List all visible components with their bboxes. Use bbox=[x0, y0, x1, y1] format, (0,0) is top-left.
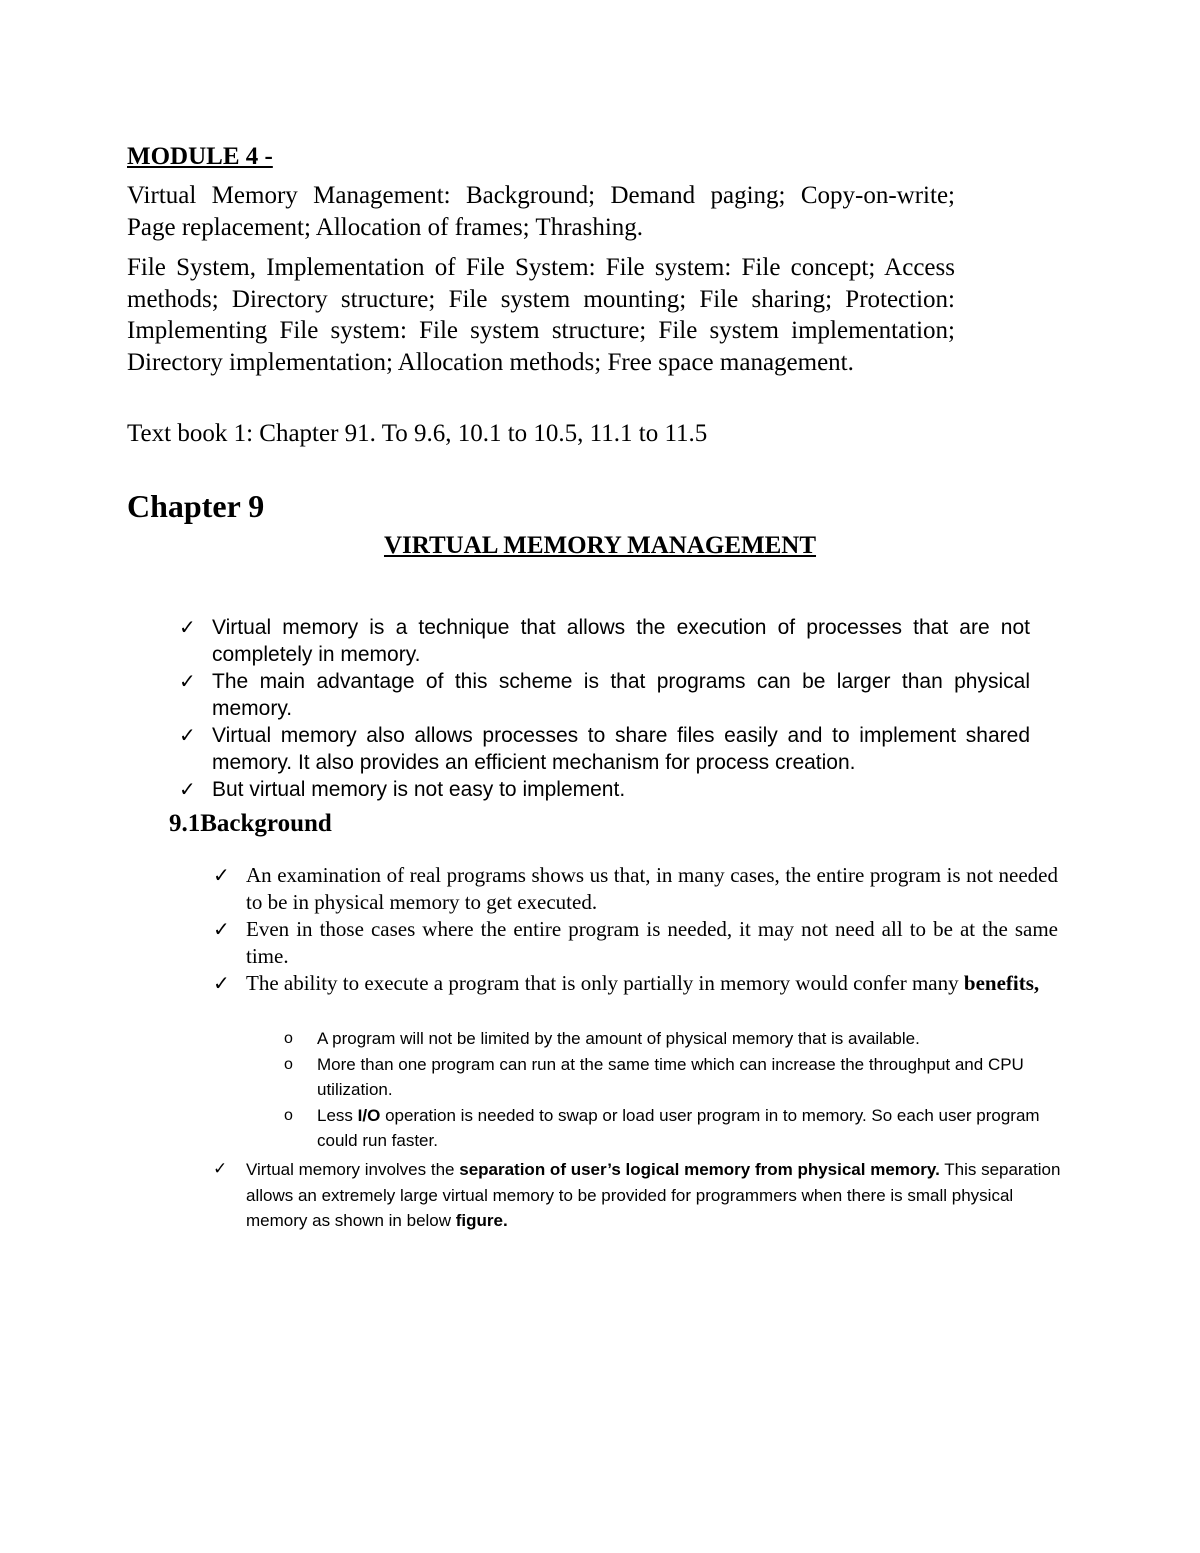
list-item: ✓ Virtual memory involves the separation of user’s logical memory from physical memory. This separation allows an extremely large virtual memory to be provided for programmers when there is small physical memory as shown in below figure. bbox=[213, 1159, 1061, 1230]
separation-list bbox=[213, 1157, 1064, 1234]
benefits-label: benefits, bbox=[963, 971, 1040, 995]
checkmark-icon: ✓ bbox=[213, 917, 230, 941]
list-item: ✓ Even in those cases where the entire program is needed, it may not need all to be at the same time. bbox=[213, 917, 1058, 968]
checkmark-icon: ✓ bbox=[179, 777, 196, 801]
module-title: MODULE 4 - bbox=[127, 143, 273, 170]
list-item: ✓ The ability to execute a program that is only partially in memory would confer many benefits, bbox=[213, 971, 1040, 995]
checkmark-icon: ✓ bbox=[179, 669, 196, 693]
section-heading: VIRTUAL MEMORY MANAGEMENT bbox=[383, 532, 817, 559]
list-item: o Less I/O operation is needed to swap or load user program in to memory. So each user program could run faster. bbox=[317, 1103, 1062, 1154]
list-item: ✓ Virtual memory is a technique that allows the execution of processes that are not completely in memory. bbox=[179, 615, 1030, 666]
textbook-reference: Text book 1: Chapter 91. To 9.6, 10.1 to 10.5, 11.1 to 11.5 bbox=[127, 420, 708, 447]
bullet-icon: o bbox=[284, 1030, 293, 1047]
list-item: o More than one program can run at the same time which can increase the throughput and CPU utilization. bbox=[317, 1052, 1062, 1103]
list-item: ✓ An examination of real programs shows us that, in many cases, the entire program is not needed to be in physical memory to get executed. bbox=[213, 863, 1058, 914]
checkmark-icon: ✓ bbox=[213, 1159, 228, 1179]
checkmark-icon: ✓ bbox=[179, 615, 196, 639]
checkmark-icon: ✓ bbox=[213, 971, 230, 995]
background-heading: 9.1Background bbox=[169, 810, 332, 837]
list-item: o A program will not be limited by the amount of physical memory that is available. bbox=[317, 1026, 1062, 1052]
intro-list bbox=[179, 614, 1030, 803]
benefits-list bbox=[284, 1026, 1062, 1154]
checkmark-icon: ✓ bbox=[213, 863, 230, 887]
chapter-title: Chapter 9 bbox=[127, 488, 265, 524]
file-system-syllabus: File System, Implementation of File System: File system: File concept; Access methods; Directory structure; File system mounting; File sharing; Protection: Implementing File system: File system structure; File system implementation; Directory implementation; Allocation methods; Free space management. bbox=[127, 254, 955, 376]
list-item: ✓ The main advantage of this scheme is that programs can be larger than physical memory. bbox=[179, 669, 1030, 720]
module-syllabus: Virtual Memory Management: Background; Demand paging; Copy-on-write; Page replacement; Allocation of frames; Thrashing. bbox=[127, 182, 955, 241]
bullet-icon: o bbox=[284, 1055, 293, 1073]
list-item: ✓ Virtual memory also allows processes to share files easily and to implement shared memory. It also provides an efficient mechanism for process creation. bbox=[179, 723, 1030, 774]
background-list bbox=[213, 862, 1058, 997]
bullet-icon: o bbox=[284, 1106, 293, 1124]
list-item: ✓ But virtual memory is not easy to implement. bbox=[179, 777, 626, 801]
checkmark-icon: ✓ bbox=[179, 723, 196, 747]
